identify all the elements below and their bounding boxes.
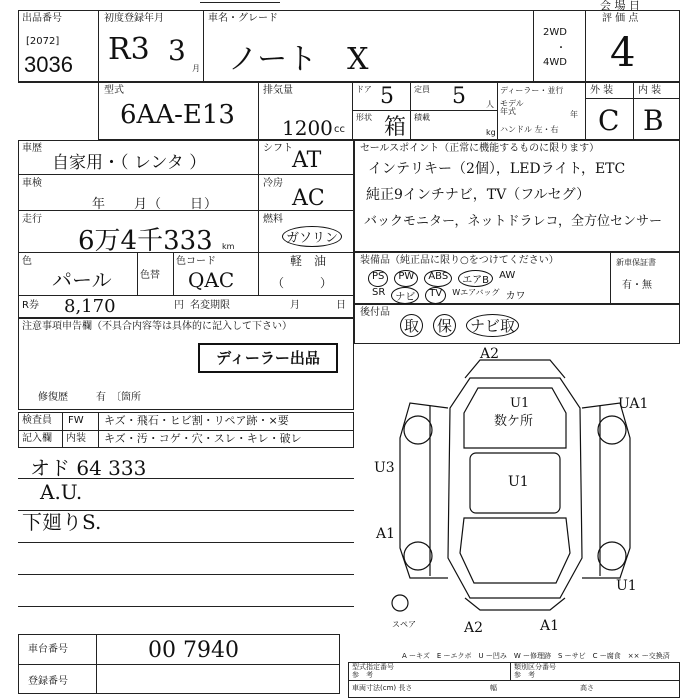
equipment-row-2: [372, 287, 526, 304]
recycle-fee: 8,170: [64, 296, 116, 317]
mileage: 6万4千333: [78, 226, 213, 256]
usage: 自家用・（ レンタ ）: [52, 153, 207, 173]
declaration-label: 注意事項申告欄（不具合内容等は具体的に記入して下さい）: [22, 321, 292, 332]
equipment-item: AW: [499, 270, 516, 281]
repair-value: 有 〔箇所: [96, 392, 141, 403]
equipment-item: SR: [372, 287, 386, 298]
damage-legend: A ーキズ E ーエクボ U ー凹み W ー修理跡 S ーサビ C ー腐食 ×× ー交換済: [402, 652, 670, 660]
damage-mark: UA1: [618, 396, 649, 412]
shift: AT: [292, 148, 322, 173]
damage-mark: U1: [616, 578, 637, 594]
capacity: 5: [452, 84, 466, 109]
check-row-1: キズ・飛石・ヒビ割・リペア跡・×要: [104, 414, 289, 427]
first-reg-label: 初度登録年月: [104, 13, 164, 24]
fuel-alt: 軽 油: [290, 254, 327, 268]
score: 4: [610, 30, 636, 76]
model-code: 6AA-E13: [120, 100, 235, 130]
damage-mark: U3: [374, 460, 395, 476]
lot-label: 出品番号: [22, 13, 62, 24]
first-reg-era: R3: [108, 32, 150, 67]
equipment-item: TV: [425, 287, 446, 304]
fuel-blank: （ ）: [272, 276, 333, 290]
fuel: ガソリン: [282, 226, 342, 247]
exterior-grade: C: [598, 104, 620, 137]
ac: AC: [292, 186, 325, 211]
handwritten-note-2: A.U.: [40, 480, 83, 504]
spare-label: スペア: [392, 620, 416, 629]
dealer-stamp: ディーラー出品: [198, 343, 338, 373]
interior-grade: B: [643, 104, 664, 137]
sales-point-line-2: 純正9インチナビ，TV（フルセグ）: [366, 187, 591, 203]
lot-number: 3036: [24, 52, 73, 77]
color-code: QAC: [188, 268, 235, 292]
venue-stamp: 会 場 日: [600, 0, 640, 12]
damage-mark: 数ケ所: [494, 414, 534, 429]
equipment-item: ナビ: [391, 287, 419, 304]
shape: 箱: [384, 115, 407, 140]
warranty-value: 有・無: [622, 280, 652, 291]
inspection-fields: 年 月（ 日）: [92, 197, 219, 212]
sales-point-line-3: バックモニター，ネットドラレコ，全方位センサー: [364, 214, 662, 229]
handwritten-note-1: オド 64 333: [30, 456, 147, 480]
chassis-number: 00 7940: [148, 638, 239, 663]
equipment-item: PS: [368, 270, 388, 287]
equipment-row-1: [368, 270, 515, 287]
damage-mark: A1: [540, 618, 560, 634]
damage-mark: A1: [376, 526, 396, 542]
4wd: 4WD: [543, 57, 567, 68]
color: パール: [52, 268, 112, 292]
lot-code: [2072]: [26, 36, 60, 47]
equipment-label: 装備品（純正品に限り○をつけてください）: [360, 255, 559, 266]
equipment-item: エアB: [458, 270, 493, 287]
equipment-item: PW: [394, 270, 418, 287]
displacement: 1200: [282, 116, 333, 140]
score-label: 評 価 点: [602, 13, 639, 24]
damage-mark: U1: [510, 396, 530, 411]
sales-point-line-1: インテリキー（2個），LEDライト，ETC: [368, 161, 626, 177]
model-name-label: 車名・グレード: [208, 13, 278, 24]
doors: 5: [380, 84, 394, 109]
damage-mark: A2: [464, 620, 484, 636]
equipment-item: ABS: [424, 270, 452, 287]
damage-mark: U1: [508, 474, 529, 490]
sales-points-label: セールスポイント（正常に機能するものに限ります）: [360, 143, 600, 154]
damage-mark: A2: [480, 346, 500, 362]
handwritten-note-3: 下廻りS.: [22, 510, 102, 534]
aftermarket-items: 取 保 ナビ取: [400, 314, 519, 337]
first-reg-month: 3: [168, 34, 186, 67]
equipment-item: カワ: [505, 291, 526, 302]
check-row-2: キズ・汚・コゲ・穴・スレ・キレ・破レ: [104, 432, 302, 445]
2wd: 2WD: [543, 27, 567, 38]
equipment-item: Wエアバッグ: [452, 288, 500, 297]
model-name: ノート X: [228, 42, 369, 77]
